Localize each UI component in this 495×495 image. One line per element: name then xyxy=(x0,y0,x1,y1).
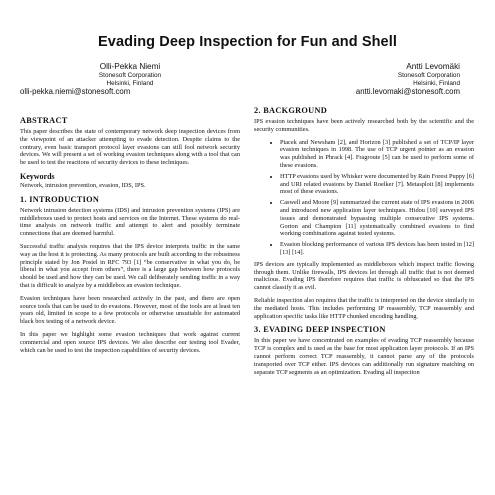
introduction-paragraph: Successful traffic analysis requires that the IPS device interprets traffic in the same way as the host it is protecting. As many protocols are built according to the robustness principle stated by Jon Postel in RFC 793 [1] “be conservative in what you do, be liberal in what you accept from others”, there is a large gap between how protocols should be used and how they can be used. We call deliberately sending traffic in a way that is difficult to analyze by a middlebox an evasion technique. xyxy=(20,242,240,289)
two-column-body xyxy=(20,62,475,381)
keywords-heading: Keywords xyxy=(20,171,55,181)
author-name: Antti Levomäki xyxy=(406,62,460,71)
list-item: • Caswell and Moore [9] summarized the current state of IPS evasions in 2006 and introduced new application layer techniques. Hidou [10] surveyed IPS issues and demonstrated bypassing multiple consecutive IPS systems. Gorton and Champion [11] systematically combined evasions to find working combinations against tested systems. xyxy=(280,199,474,238)
author-2 xyxy=(254,62,474,104)
author-email: antti.levomaki@stonesoft.com xyxy=(355,87,460,97)
background-paragraph: Reliable inspection also requires that the traffic is interpreted on the device similarly to the mediated hosts. This includes performing IP reassembly, TCP reassembly and application specific tasks like HTTP chunked encoding handling. xyxy=(254,296,474,320)
evading-heading: 3. EVADING DEEP INSPECTION xyxy=(254,325,386,335)
background-list xyxy=(254,139,474,257)
evading-text: In this paper we have concentrated on examples of evading TCP reassembly because TCP is complex and is used as the base for most application layer protocols. If an IPS cannot perform correct TCP reassembly, it cannot parse any of the protocols transported over TCP either. IPS devices can additionally run signature matching on separate TCP segments as an optimization. Evading all inspection xyxy=(254,337,474,376)
author-name: Olli-Pekka Niemi xyxy=(99,62,161,71)
background-paragraph: IPS devices are typically implemented as middleboxes which inspect traffic flowing through them. Unlike firewalls, IPS devices let through all traffic that is not deemed malicious. Evading IPS therefore requires that traffic is obfuscated so that the IPS cannot classify it as evil. xyxy=(254,260,474,292)
left-column xyxy=(20,62,240,381)
abstract-text: This paper describes the state of contemporary network deep inspection devices from the viewpoint of an attacker attempting to evade detection. Despite claims to the contrary, even basic transport protocol layer evasions can still fool network security devices. We will present a set of working evasion techniques along with a tool that can be used to test the reactions of security devices to these techniques. xyxy=(20,128,240,167)
author-company: Stonesoft Corporation xyxy=(397,71,460,79)
author-1 xyxy=(20,62,240,112)
list-item: • Evasion blocking performance of various IPS devices has been tested in [12] [13] [14]. xyxy=(280,241,474,257)
introduction-paragraph: Evasion techniques have been researched actively in the past, and there are open source tools that can be used to do evasions. However, most of the tools are at least ten years old, limited in scope to a few protocols or otherwise unsuitable for automated black box testing of a network device. xyxy=(20,294,240,326)
keywords-text: Network, intrusion prevention, evasion, IDS, IPS. xyxy=(20,181,146,189)
background-intro: IPS evasion techniques have been actively researched both by the scientific and the security communities. xyxy=(254,118,474,133)
background-heading: 2. BACKGROUND xyxy=(254,106,328,115)
abstract-heading: ABSTRACT xyxy=(20,116,68,125)
author-company: Stonesoft Corporation xyxy=(98,71,162,79)
author-location: Helsinki, Finland xyxy=(106,79,154,87)
list-item: • HTTP evasions used by Whisker were documented by Rain Forest Puppy [6] and URI related evasions by Daniel Roelker [7]. Metasploit [8] implements most of these evasions. xyxy=(280,173,474,196)
author-location: Helsinki, Finland xyxy=(413,79,460,87)
introduction-paragraph: In this paper we highlight some evasion techniques that work against current commercial and open source IPS devices. We also describe our testing tool Evader, which can be used to test the inspection capabilities of security devices. xyxy=(20,330,240,354)
introduction-heading: 1. INTRODUCTION xyxy=(20,194,100,204)
list-item: • Ptacek and Newsham [2], and Horizon [3] published a set of TCP/IP layer evasion techniques in 1998. The use of TCP urgent pointer as an evasion was published in Phrack [4]. Fragroute [5] can be used to perform some of these evasions. xyxy=(280,139,474,170)
right-column xyxy=(254,62,474,381)
introduction-paragraph: Network intrusion detection systems (IDS) and intrusion prevention systems (IPS) are middleboxes used to protect hosts and services on the Internet. These systems do real-time analysis on network traffic and attempt to alert and possibly terminate connections that are deemed harmful. xyxy=(20,206,240,238)
paper-title: Evading Deep Inspection for Fun and Shell xyxy=(98,34,397,50)
author-email: olli-pekka.niemi@stonesoft.com xyxy=(20,87,131,97)
